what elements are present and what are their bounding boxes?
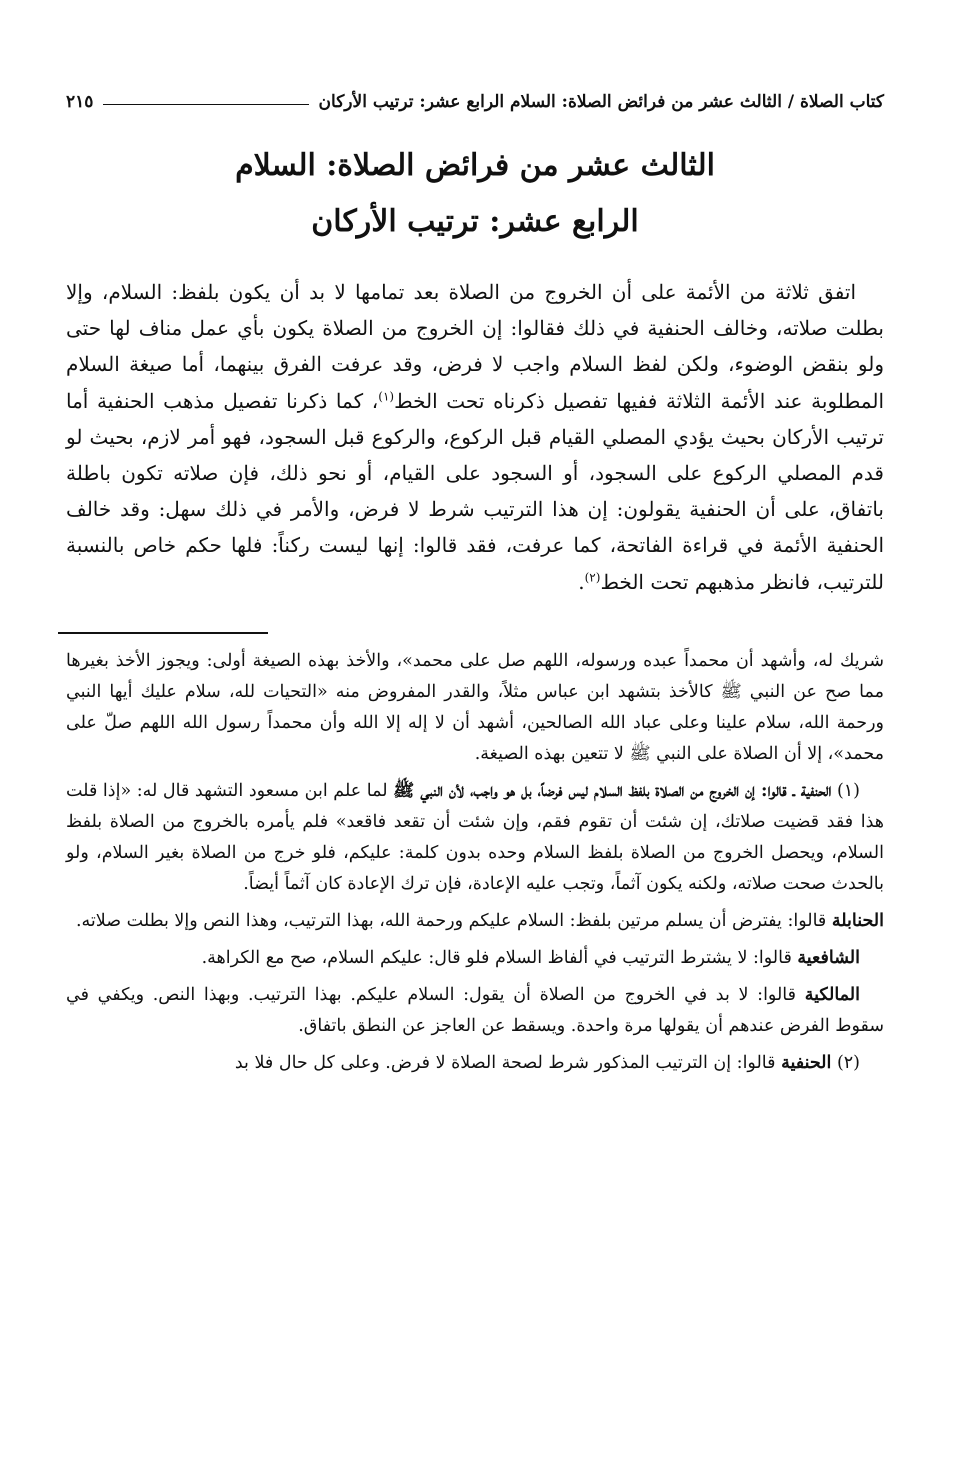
maliki-label: المالكية [804, 984, 860, 1005]
footnote-2-school: الحنفية [781, 1052, 832, 1073]
hanbali-label: الحنابلة [831, 910, 884, 931]
page-number: ٢١٥ [66, 92, 94, 112]
footnote-maliki [66, 980, 884, 1042]
main-text-part1: اتفق ثلاثة من الأئمة على أن الخروج من الصلاة بعد تمامها لا بد أن يكون بلفظ: السلام، وإلا بطلت صلاته، وخالف الحنفية في ذلك فقالوا: إن الخروج من الصلاة يكون بأي عمل مناف لها حتى ولو بنقض الوضوء، ولكن لفظ السلام واجب لا فرض، وقد عرفت الفرق بينهما، أما صيغة السلام المطلوبة عند الأئمة الثلاثة ففيها تفصيل ذكرناه تحت الخط [66, 280, 885, 413]
footnote-2 [66, 1048, 884, 1079]
footnote-1-school: الحنفية ـ قالوا: إن الخروج من الصلاة بلفظ السلام ليس فرضاً، بل هو واجب، لأن النبي ﷺ [393, 780, 832, 801]
hanbali-text: قالوا: يفترض أن يسلم مرتين بلفظ: السلام عليكم ورحمة الله، بهذا الترتيب، وهذا النص وإلا بطلت صلاته. [75, 910, 832, 931]
footnote-separator [58, 632, 268, 634]
footnote-continued: شريك له، وأشهد أن محمداً عبده ورسوله، اللهم صل على محمد»، والأخذ بهذه الصيغة أولى: ويجوز الأخذ بغيرها مما صح عن النبي ﷺ كالأخذ بتشهد ابن عباس مثلاً، والقدر المفروض منه «التحيات لله، سلام عليك أيها النبي ورحمة الله، سلام علينا وعلى عباد الله الصالحين، أشهد أن لا إله إلا الله وأن محمداً رسول الله اللهم صلّ على محمد»، إلا أن الصلاة على النبي ﷺ لا تتعين بهذه الصيغة. [66, 650, 884, 764]
footnote-2-number: (٢) [836, 1052, 860, 1073]
footnote-ref-2: (٢) [584, 569, 601, 584]
maliki-text: قالوا: لا بد في الخروج من الصلاة أن يقول: السلام عليكم. بهذا الترتيب. وبهذا النص. ويكفي في سقوط الفرض عندهم أن يقولها مرة واحدة. ويسقط عن العاجز عن النطق باتفاق. [66, 984, 884, 1036]
chapter-titles [66, 138, 884, 250]
running-title: كتاب الصلاة / الثالث عشر من فرائض الصلاة: السلام الرابع عشر: ترتيب الأركان [318, 92, 884, 112]
book-page [66, 88, 884, 1085]
footnotes [66, 646, 884, 1079]
footnote-hanbali [66, 906, 884, 937]
main-text-part2: ، كما ذكرنا تفصيل مذهب الحنفية أما ترتيب الأركان بحيث يؤدي المصلي القيام قبل الركوع، والركوع قبل السجود، فهو أمر لازم، بحيث لو قدم المصلي الركوع على السجود، أو السجود على القيام، أو نحو ذلك، فإن صلاته تكون باطلة باتفاق، على أن الحنفية يقولون: إن هذا الترتيب شرط لا فرض، والأمر في ذلك سهل: وقد خالف الحنفية الأئمة في قراءة الفاتحة، كما عرفت، فقد قالوا: إنها ليست ركناً: فلها حكم خاص بالنسبة للترتيب، فانظر مذهبهم تحت الخط [66, 388, 884, 594]
shafii-text: قالوا: لا يشترط الترتيب في ألفاظ السلام فلو قال: عليكم السلام، صح مع الكراهة. [201, 947, 798, 968]
chapter-title-salam: الثالث عشر من فرائض الصلاة: السلام [235, 148, 715, 183]
running-header [66, 88, 884, 116]
footnote-1 [66, 776, 884, 900]
footnote-ref-1: (١) [378, 388, 395, 403]
footnote-1-number: (١) [836, 780, 860, 801]
footnote-shafii [66, 943, 884, 974]
header-rule [103, 104, 308, 105]
shafii-label: الشافعية [797, 947, 860, 968]
main-paragraph [66, 274, 884, 600]
footnote-2-text: قالوا: إن الترتيب المذكور شرط لصحة الصلاة لا فرض. وعلى كل حال فلا بد [234, 1052, 782, 1073]
main-text-end: . [578, 569, 585, 594]
chapter-title-tartib: الرابع عشر: ترتيب الأركان [311, 204, 639, 239]
footnote-1-text: لما علم ابن مسعود التشهد قال له: «إذا قلت هذا فقد قضيت صلاتك، إن شئت أن تقوم فقم، وإن شئت أن تقعد فاقعد» فلم يأمره بالخروج من الصلاة بلفظ السلام، ويحصل الخروج من الصلاة بلفظ السلام وحده بدون كلمة: عليكم، فلو خرج من الصلاة بغير السلام، ولو بالحدث صحت صلاته، ولكنه يكون آثماً، وتجب عليه الإعادة، فإن ترك الإعادة كان آثماً أيضاً. [66, 780, 884, 894]
